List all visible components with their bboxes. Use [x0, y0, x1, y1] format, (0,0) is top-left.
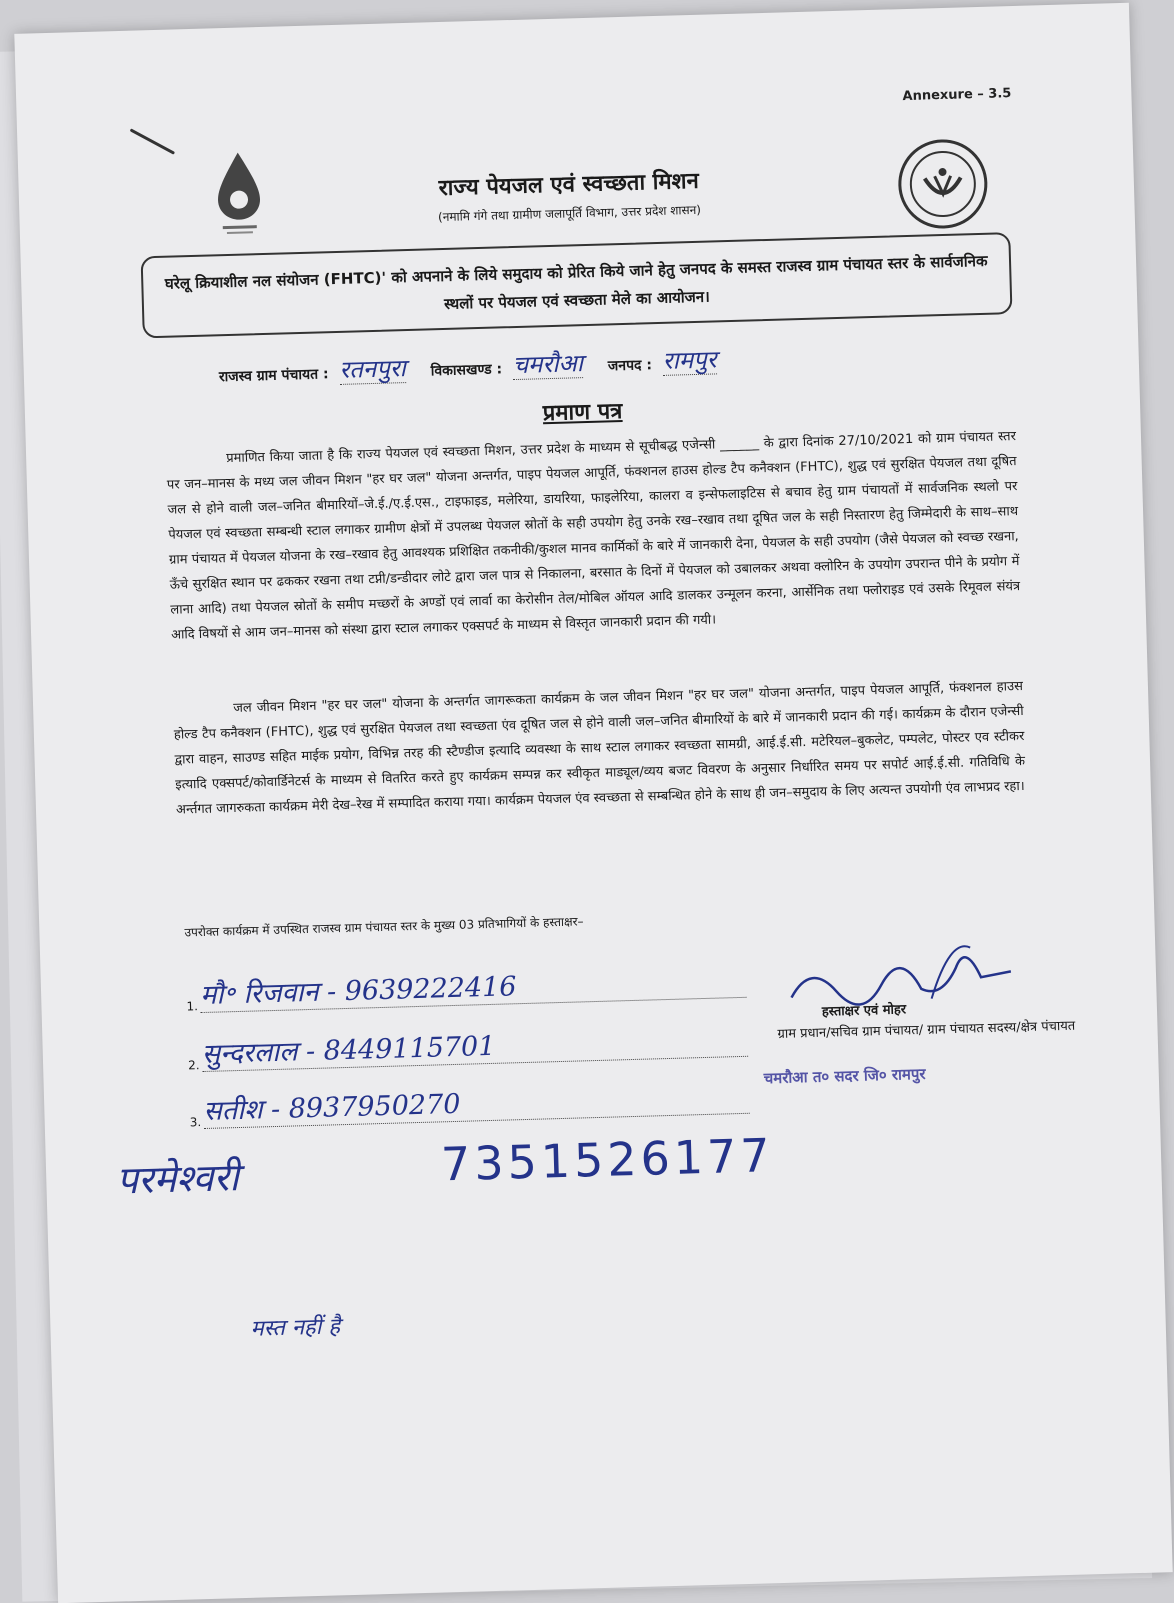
participant-name-phone: सुन्दरलाल - 8449115701: [201, 1019, 748, 1072]
official-stamp: चमरौआ त० सदर जि० रामपुर: [763, 1064, 926, 1088]
district-value: रामपुर: [662, 345, 717, 375]
authority-signature-block: [760, 934, 1084, 1088]
block-value: चमरौआ: [512, 349, 584, 380]
handwritten-note: मस्त नहीं है: [250, 1314, 341, 1342]
signer-label: हस्ताक्षर एवं मोहर: [821, 1002, 907, 1020]
participant-number: 1.: [186, 999, 199, 1014]
up-government-seal-icon: [896, 137, 991, 232]
certificate-paragraph-1: प्रमाणित किया जाता है कि राज्य पेयजल एवं स्वच्छता मिशन, उत्तर प्रदेश के माध्यम से सूचीबद्ध एजेन्सी ______ के द्वारा दिनांक 27/10/2021 को ग्राम पंचायत स्तर पर जन–मानस के मध्य जल जीवन मिशन "हर घर जल" योजना अन्तर्गत, पाइप पेयजल आपूर्ति, फंक्शनल हाउस होल्ड टैप कनैक्शन (FHTC), शुद्ध एवं सुरक्षित पेयजल तथा दूषित जल से होने वाली जल–जनित बीमारियों–जे.ई./ए.ई.एस., टाइफाइड, मलेरिया, डायरिया, फाइलेरिया, कालरा व इन्सेफलाइटिस से बचाव हेतु ग्राम पंचायतों में सार्वजनिक स्थलो पर पेयजल एवं स्वच्छता सम्बन्धी स्टाल लगाकर ग्रामीण क्षेत्रों में उपलब्ध पेयजल स्रोतों के सही उपयोग हेतु उनके रख–रखाव तथा दूषित जल के सही निस्तारण हेतु जिम्मेदारी के साथ–साथ ग्राम पंचायत में पेयजल योजना के रख–रखाव हेतु आवश्यक प्रशिक्षित तकनीकी/कुशल मानव कार्मिकों के बारे में जानकारी देना, पेयजल के सही उपयोग (जैसे पेयजल को स्वच्छ रखना, ऊँचे सुरक्षित स्थान पर ढककर रखना तथा टप्नी/डन्डीदार लोटे द्वारा जल पात्र से निकालना, बरसात के दिनों में पेयजल को उबालकर अथवा क्लोरिन के उपयोग उपरान्त पीने के प्रयोग में लाना आदि) तथा पेयजल स्रोतों के समीप मच्छरों के अण्डों एवं लार्वा का केरोसीन तेल/मोबिल ऑयल आदि डालकर उन्मूलन करना, आर्सेनिक तथा फ्लोराइड एवं उसके रिमूवल संयंत्र आदि विषयों से आम जन–मानस को संस्था द्वारा स्टाल लगाकर एक्सपर्ट के माध्यम से विस्तृत जानकारी प्रदान की गयी।: [166, 429, 1021, 643]
participant-signature-3: [189, 1074, 750, 1130]
header-title: राज्य पेयजल एवं स्वच्छता मिशन: [438, 168, 700, 202]
gram-panchayat-label: राजस्व ग्राम पंचायत :: [218, 366, 329, 386]
participant-signature-1: [186, 958, 747, 1014]
event-banner: घरेलू क्रियाशील नल संयोजन (FHTC)' को अपनाने के लिये समुदाय को प्रेरित किये जाने हेतु जनपद के समस्त राजस्व ग्राम पंचायत स्तर के सार्वजनिक स्थलों पर पेयजल एवं स्वच्छता मेले का आयोजन।: [141, 232, 1013, 338]
certificate-page: [14, 3, 1172, 1603]
district-label: जनपद :: [607, 357, 653, 375]
participant-signature-2: [187, 1017, 748, 1073]
extra-participant-phone: 7351526177: [440, 1128, 775, 1192]
participant-number: 2.: [187, 1058, 200, 1073]
participant-name-phone: सतीश - 8937950270: [203, 1076, 750, 1129]
header-subtitle: (नमामि गंगे तथा ग्रामीण जलापूर्ति विभाग, उत्तर प्रदेश शासन): [437, 202, 702, 225]
signatures-intro: उपरोक्त कार्यक्रम में उपस्थित राजस्व ग्राम पंचायत स्तर के मुख्य 03 प्रतिभागियों के हस्ताक्षर–: [184, 914, 584, 940]
gram-panchayat-value: रतनपुरा: [338, 354, 407, 384]
participant-number: 3.: [189, 1115, 202, 1130]
jal-mission-logo-icon: [203, 147, 275, 239]
certificate-title: प्रमाण पत्र: [542, 399, 623, 427]
block-label: विकासखण्ड :: [430, 361, 503, 380]
certificate-paragraph-2: जल जीवन मिशन "हर घर जल" योजना के अन्तर्गत जागरूकता कार्यक्रम के जल जीवन मिशन "हर घर जल" योजना अन्तर्गत, पाइप पेयजल आपूर्ति, फंक्शनल हाउस होल्ड टैप कनैक्शन (FHTC), शुद्ध एवं सुरक्षित पेयजल तथा स्वच्छता एंव दूषित जल से होने वाली जल–जनित बीमारियों के बारे में जानकारी प्रदान की गई। कार्यक्रम के दौरान एजेन्सी द्वारा वाहन, साउण्ड सहित माईक प्रयोग, विभिन्न तरह की स्टैण्डीज इत्यादि व्यवस्था के साथ स्टाल लगाकर स्वच्छता सामग्री, आई.ई.सी. मटेरियल–बुकलेट, पम्पलेट, पोस्टर एव स्टीकर इत्यादि एक्सपर्ट/कोवार्डिनेटर्स के माध्यम से वितरित करते हुए कार्यक्रम सम्पन्न कर स्वीकृत माड्यूल/व्यय बजट विवरण के अनुसार निर्धारित समय पर सपोर्ट आई.ई.सी. गतिविधि के अर्न्तगत जागरुकता कार्यक्रम मेरी देख–रेख में सम्पादित कराया गया। कार्यक्रम पेयजल एंव स्वच्छता से सम्बन्धित होने के साथ ही जन–समुदाय के लिए अत्यन्त उपयोगी एंव लाभप्रद रहा।: [173, 678, 1026, 818]
location-row: [218, 334, 1019, 389]
annexure-label: Annexure – 3.5: [902, 86, 1012, 105]
extra-participant-name: परमेश्वरी: [115, 1155, 240, 1203]
participant-name-phone: मौ॰ रिजवान - 9639222416: [200, 960, 747, 1013]
pen-stroke-mark: [130, 128, 175, 154]
signer-role: ग्राम प्रधान/सचिव ग्राम पंचायत/ ग्राम पंचायत सदस्य/क्षेत्र पंचायत: [777, 1018, 1076, 1042]
